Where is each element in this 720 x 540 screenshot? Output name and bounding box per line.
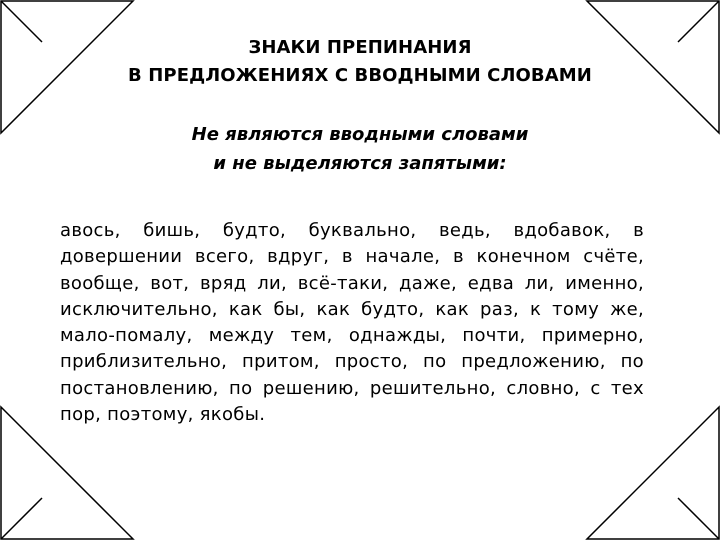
subtitle-line-2: и не выделяются запятыми:	[213, 153, 507, 174]
word-list-paragraph: авось, бишь, будто, буквально, ведь, вдобавок, в довершении всего, вдруг, в начале, в конечном счёте, вообще, вот, вряд ли, всё-таки, даже, едва ли, именно, исключительно, как бы, как будто, как раз, к тому же, мало-помалу, между тем, однажды, почти, примерно, приблизительно, притом, просто, по предложению, по постановлению, по решению, решительно, словно, с тех пор, поэтому, якобы.	[60, 220, 644, 426]
slide-title	[0, 34, 720, 90]
title-line-2: В ПРЕДЛОЖЕНИЯХ С ВВОДНЫМИ СЛОВАМИ	[128, 65, 592, 86]
title-line-1: ЗНАКИ ПРЕПИНАНИЯ	[248, 37, 472, 58]
slide-subtitle	[0, 120, 720, 178]
subtitle-line-1: Не являются вводными словами	[191, 124, 529, 145]
